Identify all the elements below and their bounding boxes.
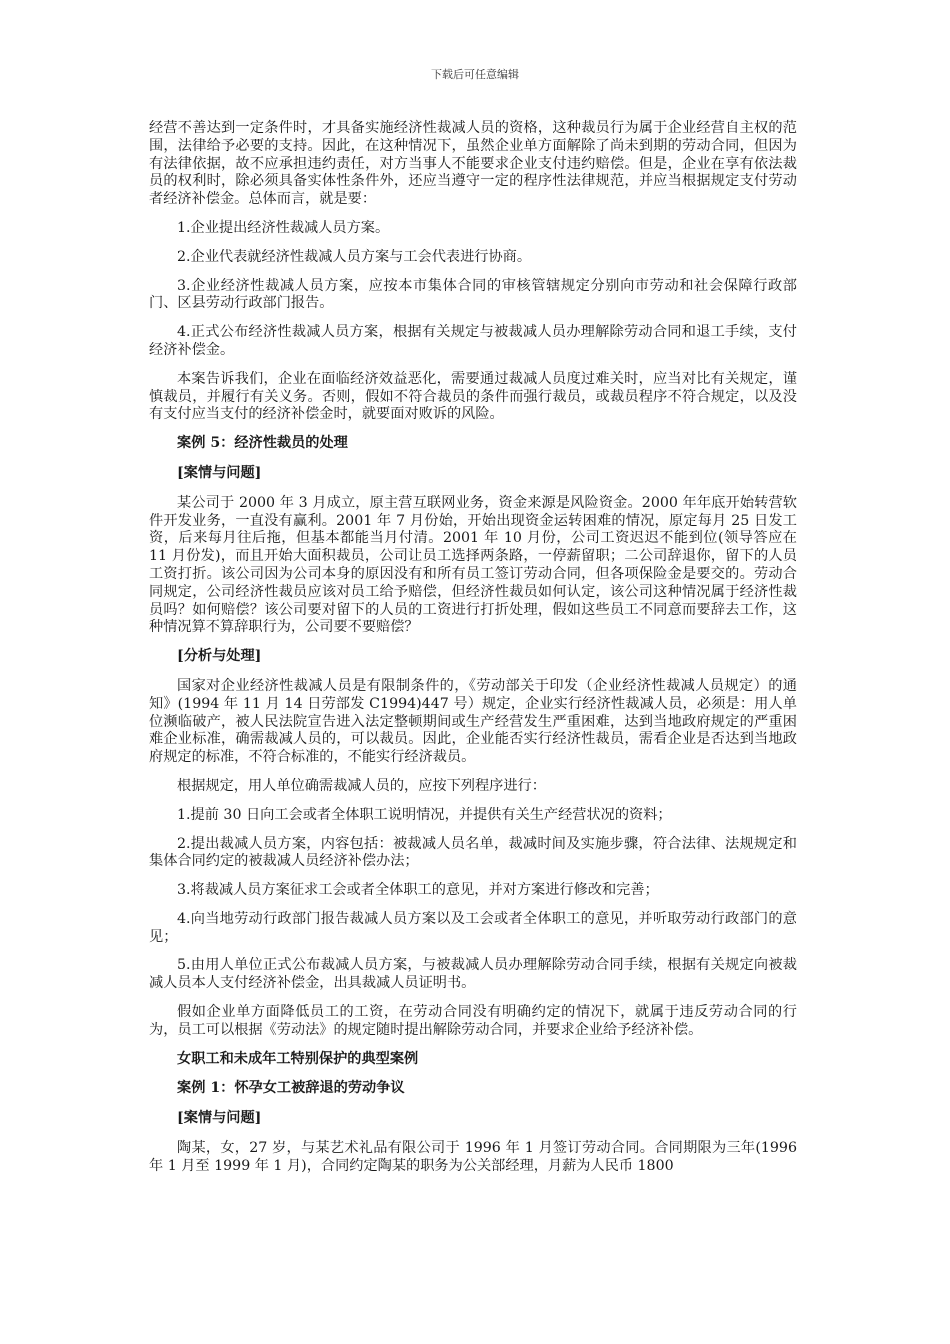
- list-item: 1.企业提出经济性裁减人员方案。: [177, 219, 390, 236]
- paragraph: 本案告诉我们，企业在面临经济效益恶化，需要通过裁减人员度过难关时，应当对比有关规定，谨慎裁员，并履行有关义务。否则，假如不符合裁员的条件而强行裁员，或裁员程序不符合规定，以及没有支付应当支付的经济补偿金时，就要面对败诉的风险。: [149, 370, 797, 423]
- paragraph: 陶某，女，27 岁，与某艺术礼品有限公司于 1996 年 1 月签订劳动合同。合同期限为三年(1996 年 1 月至 1999 年 1 月)，合同约定陶某的职务为公关部经理，月薪为人民币 1800: [149, 1140, 797, 1174]
- list-item: 4.向当地劳动行政部门报告裁减人员方案以及工会或者全体职工的意见，并听取劳动行政部门的意见；: [149, 910, 797, 945]
- paragraph: 根据规定，用人单位确需裁减人员的，应按下列程序进行：: [177, 777, 546, 794]
- section-title: 女职工和未成年工特别保护的典型案例: [177, 1050, 419, 1067]
- section-heading: [分析与处理]: [177, 648, 262, 665]
- list-item: 2.提出裁减人员方案，内容包括：被裁减人员名单，裁减时间及实施步骤，符合法律、法规规定和集体合同约定的被裁减人员经济补偿办法；: [149, 835, 797, 870]
- paragraph: 经营不善达到一定条件时，才具备实施经济性裁减人员的资格，这种裁员行为属于企业经营自主权的范围，法律给予必要的支持。因此，在这种情况下，虽然企业单方面解除了尚未到期的劳动合同，但因为有法律依据，故不应承担违约责任，对方当事人不能要求企业支付违约赔偿。但是，企业在享有依法裁员的权利时，除必须具备实体性条件外，还应当遵守一定的程序性法律规范，并应当根据规定支付劳动者经济补偿金。总体而言，就是要：: [149, 120, 797, 208]
- list-item: 2.企业代表就经济性裁减人员方案与工会代表进行协商。: [177, 248, 532, 265]
- section-heading: [案情与问题]: [177, 1110, 262, 1127]
- list-item: 3.企业经济性裁减人员方案，应按本市集体合同的审核管辖规定分别向市劳动和社会保障行政部门、区县劳动行政部门报告。: [149, 277, 797, 312]
- document-body: [149, 120, 797, 1187]
- list-item: 4.正式公布经济性裁减人员方案，根据有关规定与被裁减人员办理解除劳动合同和退工手续，支付经济补偿金。: [149, 324, 797, 358]
- paragraph: 某公司于 2000 年 3 月成立，原主营互联网业务，资金来源是风险资金。2000 年年底开始转营软件开发业务，一直没有赢利。2001 年 7 月份始，开始出现资金运转困难的情况，原定每月 25 日发工资，后来每月往后拖，但基本都能当月付清。2001 年 10 月份，公司工资迟迟不能到位(领导答应在 11 月份发)，而且开始大面积裁员，公司让员工选择两条路，一停薪留职；二公司辞退你，留下的人员工资打折。该公司因为公司本身的原因没有和所有员工签订劳动合同，但各项保险金是要交的。劳动合同规定，公司经济性裁员应该对员工给予赔偿，但经济性裁员如何认定，该公司这种情况属于经济性裁员吗？如何赔偿？该公司要对留下的人员的工资进行打折处理，假如这些员工不同意而要辞去工作，这种情况算不算辞职行为，公司要不要赔偿？: [149, 494, 797, 636]
- case-title: 案例 5：经济性裁员的处理: [177, 435, 348, 452]
- case-title: 案例 1：怀孕女工被辞退的劳动争议: [177, 1080, 405, 1097]
- list-item: 3.将裁减人员方案征求工会或者全体职工的意见，并对方案进行修改和完善；: [177, 882, 659, 899]
- list-item: 5.由用人单位正式公布裁减人员方案，与被裁减人员办理解除劳动合同手续，根据有关规定向被裁减人员本人支付经济补偿金，出具裁减人员证明书。: [149, 957, 797, 992]
- section-heading: [案情与问题]: [177, 464, 262, 481]
- paragraph: 假如企业单方面降低员工的工资，在劳动合同没有明确约定的情况下，就属于违反劳动合同的行为，员工可以根据《劳动法》的规定随时提出解除劳动合同，并要求企业给予经济补偿。: [149, 1004, 797, 1038]
- page-header: 下载后可任意编辑: [431, 68, 519, 81]
- list-item: 1.提前 30 日向工会或者全体职工说明情况，并提供有关生产经营状况的资料；: [177, 806, 672, 823]
- paragraph: 国家对企业经济性裁减人员是有限制条件的，《劳动部关于印发（企业经济性裁减人员规定）的通知》(1994 年 11 月 14 日劳部发 C1994)447 号）规定，企业实行经济性裁减人员，必须是：用人单位濒临破产，被人民法院宣告进入法定整顿期间或生产经营发生严重困难，达到当地政府规定的严重困难企业标准，确需裁减人员的，可以裁员。因此，企业能否实行经济性裁员，需看企业是否达到当地政府规定的标准，不符合标准的，不能实行经济裁员。: [149, 677, 797, 766]
